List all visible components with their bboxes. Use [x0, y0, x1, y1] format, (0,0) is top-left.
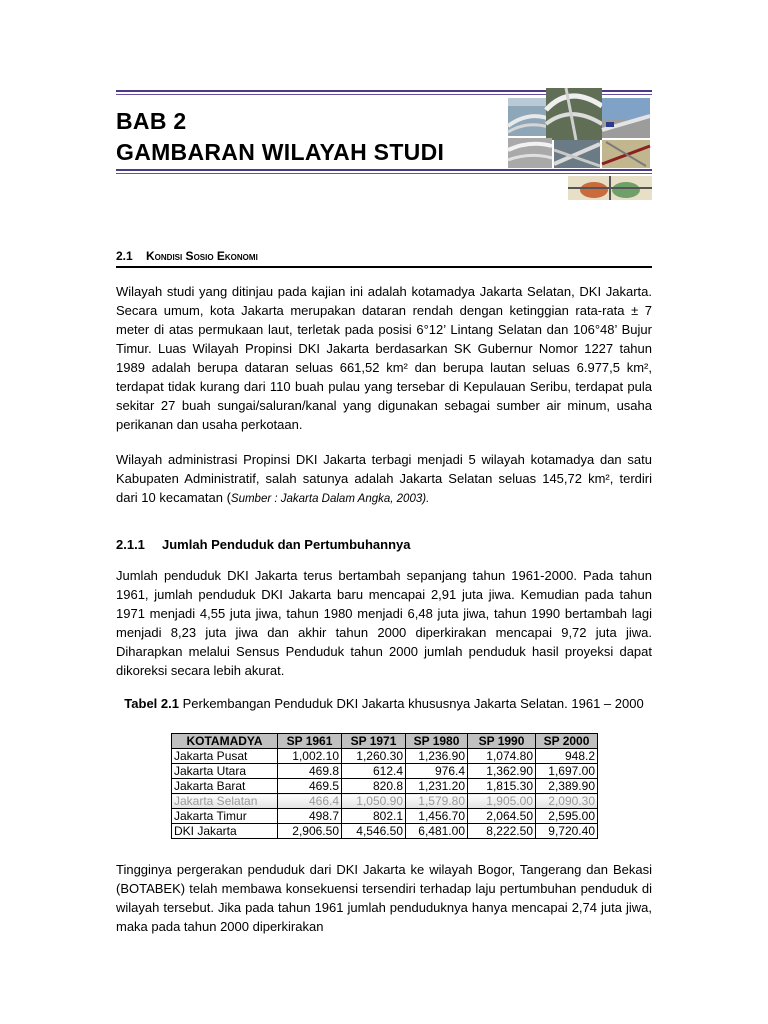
table-cell: 2,389.90 — [536, 779, 598, 794]
table-caption-label: Tabel 2.1 — [124, 696, 179, 711]
section-number: 2.1 — [116, 249, 133, 263]
table-row-highlighted — [172, 794, 598, 809]
table-cell: 2,090.30 — [536, 794, 598, 809]
table-cell: 9,720.40 — [536, 824, 598, 839]
table-header-cell: SP 2000 — [536, 734, 598, 749]
table-header-cell: SP 1980 — [406, 734, 468, 749]
table-cell: 1,260.30 — [342, 749, 406, 764]
source-citation: Sumber : Jakarta Dalam Angka, 2003). — [230, 493, 430, 505]
table-cell: 1,456.70 — [406, 809, 468, 824]
paragraph-jumlah-penduduk: Jumlah penduduk DKI Jakarta terus bertambah sepanjang tahun 1961-2000. Pada tahun 1961, jumlah penduduk DKI Jakarta baru mencapai 2,91 juta jiwa. Kemudian pada tahun 1971 menjadi 4,55 juta jiwa, tahun 1980 menjadi 6,48 juta jiwa, tahun 1990 bertambah lagi menjadi 8,23 juta jiwa dan akhir tahun 2000 diperkirakan mencapai 9,72 juta jiwa. Diharapkan melalui Sensus Penduduk tahun 2000 jumlah penduduk hasil proyeksi dapat dikoreksi secara lebih akurat. — [116, 568, 652, 678]
chapter-number: BAB 2 — [116, 108, 187, 134]
table-row — [172, 749, 598, 764]
population-table — [171, 733, 598, 839]
table-header-cell: KOTAMADYA — [172, 734, 278, 749]
table-cell: Jakarta Selatan — [172, 794, 278, 809]
header-rule-top-thin — [116, 94, 508, 95]
table-cell: 466.4 — [278, 794, 342, 809]
table-header-cell: SP 1971 — [342, 734, 406, 749]
table-header-cell: SP 1990 — [468, 734, 536, 749]
highway-interchange-collage-image — [506, 80, 652, 200]
paragraph-botabek: Tingginya pergerakan penduduk dari DKI Jakarta ke wilayah Bogor, Tangerang dan Bekasi (BOTABEK) telah membawa konsekuensi tersendiri terhadap laju pertumbuhan penduduk di wilayah tersebut. Jika pada tahun 1961 jumlah penduduknya hanya mencapai 2,74 juta jiwa, maka pada tahun 2000 diperkirakan — [116, 862, 652, 934]
table-row — [172, 779, 598, 794]
table-cell: 469.8 — [278, 764, 342, 779]
section-heading — [116, 249, 258, 263]
table-header-row — [172, 734, 598, 749]
table-cell: 2,064.50 — [468, 809, 536, 824]
subsection-title: Jumlah Penduduk dan Pertumbuhannya — [162, 537, 411, 552]
table-cell: 802.1 — [342, 809, 406, 824]
table-cell: 498.7 — [278, 809, 342, 824]
section-rule — [116, 266, 652, 268]
table-cell: Jakarta Utara — [172, 764, 278, 779]
table-cell: 612.4 — [342, 764, 406, 779]
subsection-number: 2.1.1 — [116, 537, 145, 552]
header-rule-bottom-thin — [116, 173, 508, 174]
table-cell: 1,697.00 — [536, 764, 598, 779]
table-cell: 1,362.90 — [468, 764, 536, 779]
header-rule-top — [116, 90, 508, 92]
table-cell: 2,595.00 — [536, 809, 598, 824]
table-row — [172, 764, 598, 779]
table-cell: 1,231.20 — [406, 779, 468, 794]
table-cell: Jakarta Pusat — [172, 749, 278, 764]
table-header-cell: SP 1961 — [278, 734, 342, 749]
table-cell: 469.5 — [278, 779, 342, 794]
subsection-heading — [116, 537, 410, 552]
chapter-title: GAMBARAN WILAYAH STUDI — [116, 139, 445, 165]
table-cell: 976.4 — [406, 764, 468, 779]
table-cell: 948.2 — [536, 749, 598, 764]
paragraph-wilayah-studi: Wilayah studi yang ditinjau pada kajian ini adalah kotamadya Jakarta Selatan, DKI Jakarta. Secara umum, kota Jakarta merupakan dataran rendah dengan ketinggian rata-rata ± 7 meter di atas permukaan laut, terletak pada posisi 6°12’ Lintang Selatan dan 106°48’ Bujur Timur. Luas Wilayah Propinsi DKI Jakarta berdasarkan SK Gubernur Nomor 1227 tahun 1989 adalah berupa dataran seluas 661,52 km² dan berupa lautan seluas 6.977,5 km², terdapat tidak kurang dari 110 buah pulau yang tersebar di Kepulauan Seribu, terdapat pula sekitar 27 buah sungai/saluran/kanal yang digunakan sebagai sumber air minum, usaha perikanan dan usaha perkotaan. — [116, 284, 652, 432]
section-title: Kondisi Sosio Ekonomi — [146, 249, 258, 263]
table-cell: 1,050.90 — [342, 794, 406, 809]
table-cell: 2,906.50 — [278, 824, 342, 839]
table-cell: 1,905.00 — [468, 794, 536, 809]
table-row — [172, 824, 598, 839]
header-rule-bottom — [116, 169, 508, 171]
table-cell: 1,002.10 — [278, 749, 342, 764]
table-row — [172, 809, 598, 824]
table-cell: 6,481.00 — [406, 824, 468, 839]
table-cell: 8,222.50 — [468, 824, 536, 839]
table-cell: Jakarta Timur — [172, 809, 278, 824]
table-caption — [116, 695, 652, 713]
table-cell: 1,815.30 — [468, 779, 536, 794]
table-caption-text: Perkembangan Penduduk DKI Jakarta khususnya Jakarta Selatan. 1961 – 2000 — [178, 696, 644, 711]
table-cell: 820.8 — [342, 779, 406, 794]
paragraph-administrasi — [116, 450, 652, 509]
paragraph-administrasi-text: Wilayah administrasi Propinsi DKI Jakarta terbagi menjadi 5 wilayah kotamadya dan satu Kabupaten Administratif, salah satunya adalah Jakarta Selatan seluas 145,72 km², terdiri dari 10 kecamatan ( — [116, 452, 652, 505]
table-cell: Jakarta Barat — [172, 779, 278, 794]
table-cell: 1,579.80 — [406, 794, 468, 809]
table-cell: 1,236.90 — [406, 749, 468, 764]
table-cell: 1,074.80 — [468, 749, 536, 764]
table-cell: 4,546.50 — [342, 824, 406, 839]
table-cell: DKI Jakarta — [172, 824, 278, 839]
